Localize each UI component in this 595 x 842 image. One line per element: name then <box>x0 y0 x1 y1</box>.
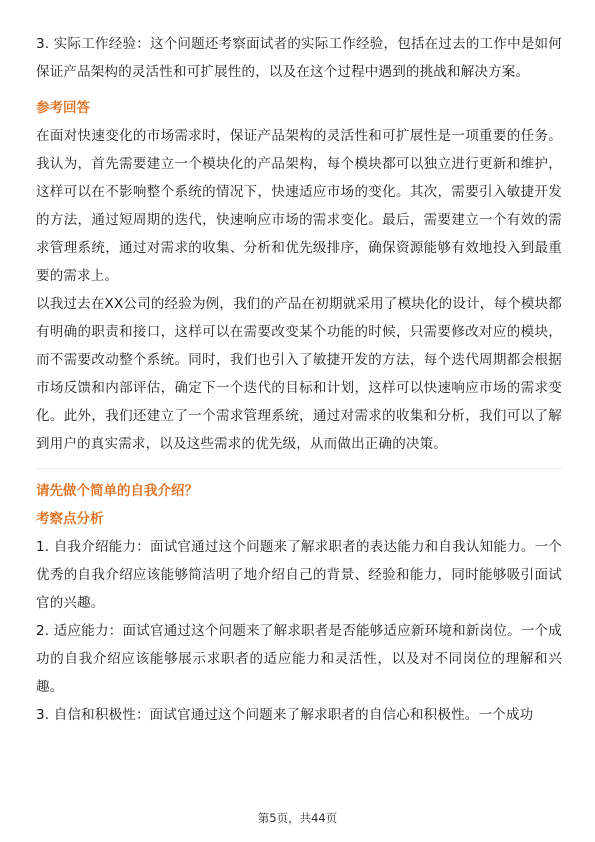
question-heading: 请先做个简单的自我介绍？ <box>36 483 198 499</box>
section-divider <box>36 468 562 469</box>
analysis-paragraph-2: 2. 适应能力：面试官通过这个问题来了解求职者是否能够适应新环境和新岗位。一个成功的自我介绍应该能够展示求职者的适应能力和灵活性，以及对不同岗位的理解和兴趣。 <box>36 623 562 695</box>
spacer <box>36 86 562 94</box>
page-number: 第5页，共44页 <box>257 811 338 825</box>
page-content <box>36 30 562 729</box>
analysis-paragraph-1: 1. 自我介绍能力：面试官通过这个问题来了解求职者的表达能力和自我认知能力。一个优秀的自我介绍应该能够简洁明了地介绍自己的背景、经验和能力，同时能够吸引面试官的兴趣。 <box>36 539 562 611</box>
answer-paragraph-2: 以我过去在XX公司的经验为例，我们的产品在初期就采用了模块化的设计，每个模块都有明确的职责和接口，这样可以在需要改变某个功能的时候，只需要修改对应的模块，而不需要改动整个系统。同时，我们也引入了敏捷开发的方法，每个迭代周期都会根据市场反馈和内部评估，确定下一个迭代的目标和计划，这样可以快速响应市场的需求变化。此外，我们还建立了一个需求管理系统，通过对需求的收集和分析，我们可以了解到用户的真实需求，以及这些需求的优先级，从而做出正确的决策。 <box>36 296 562 452</box>
answer-paragraph-1: 在面对快速变化的市场需求时，保证产品架构的灵活性和可扩展性是一项重要的任务。我认为，首先需要建立一个模块化的产品架构，每个模块都可以独立进行更新和维护，这样可以在不影响整个系统的情况下，快速适应市场的变化。其次，需要引入敏捷开发的方法，通过短周期的迭代，快速响应市场的需求变化。最后，需要建立一个有效的需求管理系统，通过对需求的收集、分析和优先级排序，确保资源能够有效地投入到最重要的需求上。 <box>36 128 562 284</box>
answer-heading: 参考回答 <box>36 100 90 116</box>
analysis-heading: 考察点分析 <box>36 511 104 527</box>
intro-paragraph: 3. 实际工作经验：这个问题还考察面试者的实际工作经验，包括在过去的工作中是如何保证产品架构的灵活性和可扩展性的，以及在这个过程中遇到的挑战和解决方案。 <box>36 36 562 80</box>
analysis-paragraph-3: 3. 自信和积极性：面试官通过这个问题来了解求职者的自信心和积极性。一个成功 <box>36 707 534 723</box>
